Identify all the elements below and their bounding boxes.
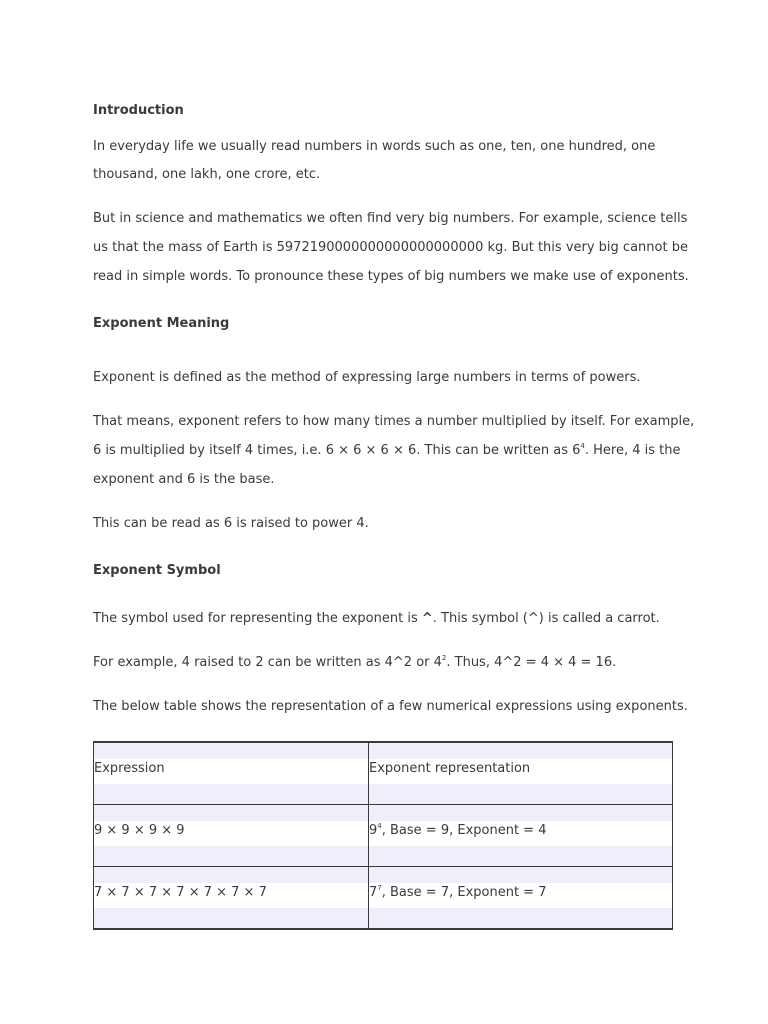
intro-paragraph-1-line-2: thousand, one lakh, one crore, etc. bbox=[93, 167, 321, 182]
example-text-end: . Thus, 4^2 = 4 × 4 = 16. bbox=[446, 655, 617, 670]
table-cell bbox=[369, 805, 673, 867]
table-header-cell bbox=[369, 742, 673, 805]
table-cell bbox=[94, 805, 369, 867]
introduction-heading: Introduction bbox=[93, 103, 184, 118]
symbol-paragraph-2 bbox=[93, 655, 616, 670]
representation-value bbox=[369, 823, 546, 838]
symbol-text: The symbol used for representing the exponent is bbox=[93, 611, 422, 626]
superscript: 4 bbox=[580, 442, 585, 450]
table-row bbox=[94, 867, 673, 930]
base-number: 7 bbox=[369, 885, 378, 900]
superscript: 7 bbox=[377, 884, 382, 892]
meaning-paragraph-1: Exponent is defined as the method of expressing large numbers in terms of powers. bbox=[93, 370, 641, 385]
representation-detail: , Base = 7, Exponent = 7 bbox=[381, 885, 547, 900]
exponent-symbol-heading: Exponent Symbol bbox=[93, 563, 221, 578]
meaning-paragraph-3: This can be read as 6 is raised to power 4. bbox=[93, 516, 369, 531]
exponent-table bbox=[93, 741, 673, 930]
table-cell bbox=[369, 867, 673, 930]
table-header-row bbox=[94, 742, 673, 805]
intro-paragraph-2-line-3: read in simple words. To pronounce these types of big numbers we make use of exponents. bbox=[93, 269, 689, 284]
base-number: 9 bbox=[369, 823, 378, 838]
table-header-cell bbox=[94, 742, 369, 805]
header-exponent-representation: Exponent representation bbox=[369, 761, 531, 776]
superscript: 2 bbox=[441, 654, 447, 662]
example-text: For example, 4 raised to 2 can be written as 4^2 or 4 bbox=[93, 655, 442, 670]
caret-symbol: ^ bbox=[421, 611, 433, 626]
header-expression: Expression bbox=[94, 761, 165, 776]
intro-paragraph-2-line-1: But in science and mathematics we often find very big numbers. For example, science tells bbox=[93, 211, 688, 226]
exponent-meaning-heading: Exponent Meaning bbox=[93, 316, 230, 331]
meaning-line-2-text-end: . Here, 4 is the bbox=[584, 443, 681, 458]
superscript: 4 bbox=[377, 822, 382, 830]
symbol-text-end: . This symbol (^) is called a carrot. bbox=[432, 611, 660, 626]
symbol-paragraph-1 bbox=[93, 611, 660, 626]
meaning-paragraph-2-line-3: exponent and 6 is the base. bbox=[93, 472, 275, 487]
meaning-paragraph-2-line-2 bbox=[93, 443, 680, 458]
intro-paragraph-2-line-2: us that the mass of Earth is 5972190000000000000000000 kg. But this very big cannot be bbox=[93, 240, 688, 255]
table-intro-paragraph: The below table shows the representation of a few numerical expressions using exponents. bbox=[93, 699, 688, 714]
table-row bbox=[94, 805, 673, 867]
meaning-paragraph-2-line-1: That means, exponent refers to how many times a number multiplied by itself. For example, bbox=[93, 414, 695, 429]
representation-detail: , Base = 9, Exponent = 4 bbox=[381, 823, 547, 838]
table-cell bbox=[94, 867, 369, 930]
representation-value bbox=[369, 885, 546, 900]
meaning-line-2-text: 6 is multiplied by itself 4 times, i.e. 6 × 6 × 6 × 6. This can be written as 6 bbox=[93, 443, 581, 458]
expression-value: 9 × 9 × 9 × 9 bbox=[94, 823, 185, 838]
expression-value: 7 × 7 × 7 × 7 × 7 × 7 × 7 bbox=[94, 885, 267, 900]
intro-paragraph-1-line-1: In everyday life we usually read numbers in words such as one, ten, one hundred, one bbox=[93, 139, 656, 154]
